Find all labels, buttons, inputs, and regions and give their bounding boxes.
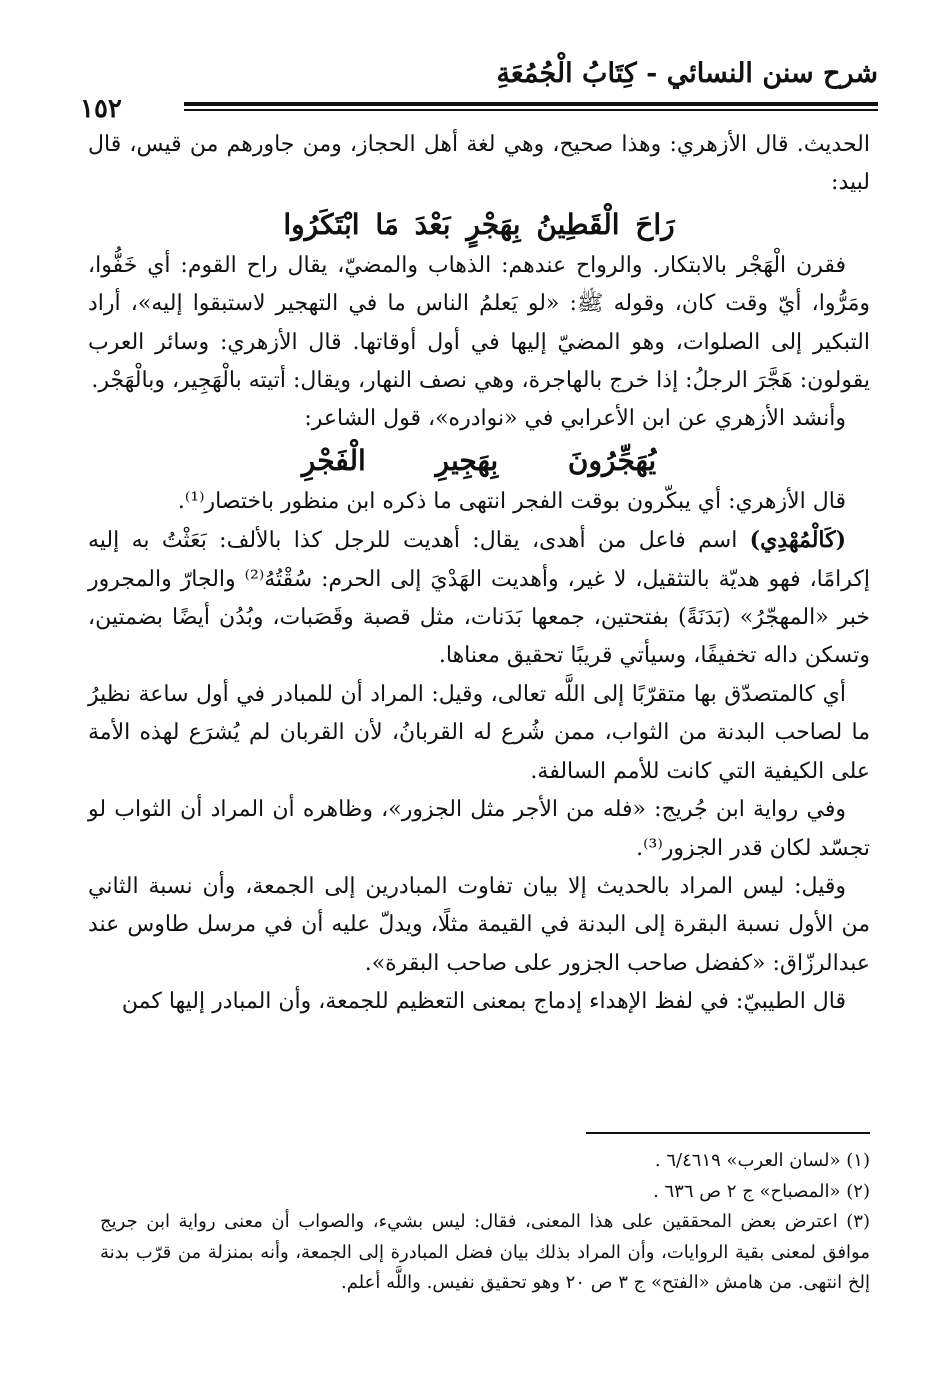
paragraph: أي كالمتصدّق بها متقرّبًا إلى اللَّه تعالى، وقيل: المراد أن للمبادر في أول ساعة نظيرُ ما لصاحب البدنة من الثواب، ممن شُرع له القربانُ، لأن القربان لم يُشرَع لهذه الأمة على الكيفية التي كانت للأمم السالفة. (88, 681, 870, 784)
lemma-term: (كَالْمُهْدِي) (749, 527, 846, 554)
paragraph: وقيل: ليس المراد بالحديث إلا بيان تفاوت المبادرين إلى الجمعة، وأن نسبة الثاني من الأول نسبة البقرة إلى البدنة في القيمة مثلًا، ويدلّ عليه أن في مرسل طاوس عند عبدالرزّاق: «كفضل صاحب الجزور على صاحب البقرة». (88, 873, 870, 976)
header-rule-thin (184, 109, 878, 111)
poetry-verse: رَاحَ الْقَطِينُ بِهَجْرٍ بَعْدَ مَا ابْتَكَرُوا (283, 207, 675, 241)
page-number: ١٥٢ (80, 94, 122, 124)
paragraph: قال الأزهري: أي يبكّرون بوقت الفجر انتهى ما ذكره ابن منظور باختصار⁽¹⁾. (177, 488, 846, 514)
poetry-verse: يُهَجِّرُونَ بِهَجِيرِ الْفَجْرِ (301, 443, 657, 477)
paragraph: الحديث. قال الأزهري: وهذا صحيح، وهي لغة أهل الحجاز، ومن جاورهم من قيس، قال لبيد: (88, 132, 870, 196)
paragraph: قال الطيبيّ: في لفظ الإهداء إدماج بمعنى التعظيم للجمعة، وأن المبادر إليها كمن (121, 989, 846, 1015)
paragraph: وأنشد الأزهري عن ابن الأعرابي في «نوادره»، قول الشاعر: (304, 406, 846, 432)
page-header (80, 58, 878, 134)
main-text (88, 126, 870, 1022)
footnote: (٣) اعترض بعض المحققين على هذا المعنى، فقال: ليس بشيء، والصواب أن معنى رواية ابن جريج موافق لمعنى بقية الروايات، وأن المراد بذلك بيان فضل المبادرة إلى الجمعة، وأنه بمنزلة من قرّب بدنة إلخ انتهى. من هامش «الفتح» ج ٣ ص ٢٠ وهو تحقيق نفيس. واللَّه أعلم. (100, 1211, 870, 1293)
paragraph-text: اسم فاعل من أهدى، يقال: أهديت للرجل كذا بالألف: بَعَثْتُ به إليه إكرامًا، فهو هديّة بالتثقيل، لا غير، وأهديت الهَدْيَ إلى الحرم: سُقْتُهُ⁽²⁾ والجارّ والمجرور خبر «المهجّرُ» (بَدَنَةً) بفتحتين، جمعها بَدَنات، مثل قصبة وقَصَبات، وبُدُن أيضًا بضمتين، وتسكن داله تخفيفًا، وسيأتي قريبًا تحقيق معناها. (88, 528, 870, 669)
footnotes (100, 1146, 870, 1299)
footnote: (٢) «المصباح» ج ٢ ص ٦٣٦ . (653, 1180, 870, 1202)
paragraph (88, 521, 870, 676)
header-rule-thick (184, 102, 878, 106)
footnote-separator (586, 1132, 870, 1134)
paragraph: فقرن الْهَجْر بالابتكار. والرواح عندهم: الذهاب والمضيّ، يقال راح القوم: أي خَفُّوا، ومَرُّوا، أيّ وقت كان، وقوله ﷺ: «لو يَعلمُ الناس ما في التهجير لاستبقوا إليه»، أراد التبكير إلى الصلوات، وهو المضيّ إليها في أول أوقاتها. قال الأزهري: وسائر العرب يقولون: هَجَّرَ الرجلُ: إذا خرج بالهاجرة، وهي نصف النهار، ويقال: أتيته بالْهَجِير، وبالْهَجْر. (88, 252, 870, 394)
paragraph: وفي رواية ابن جُريج: «فله من الأجر مثل الجزور»، وظاهره أن المراد أن الثواب لو تجسّد لكان قدر الجزور⁽³⁾. (88, 797, 870, 861)
running-title: شرح سنن النسائي - كِتَابُ الْجُمُعَةِ (496, 58, 878, 89)
footnote: (١) «لسان العرب» ٦/٤٦١٩ . (654, 1150, 870, 1171)
